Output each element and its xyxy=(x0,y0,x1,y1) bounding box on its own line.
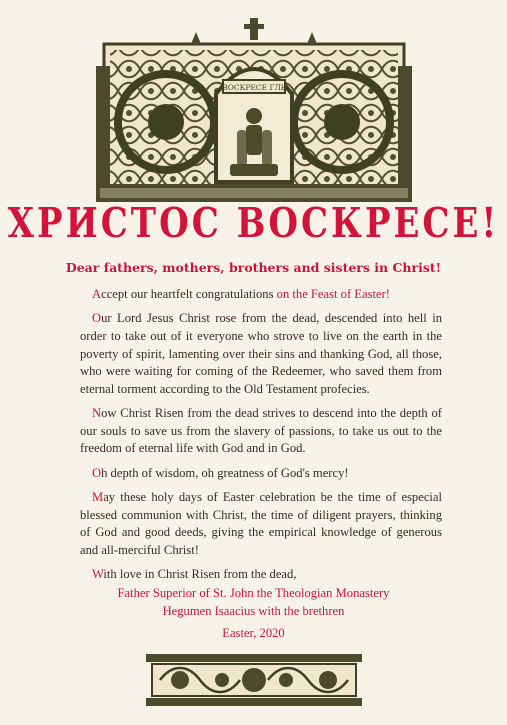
paragraph-text: ith love in Christ Risen from the dead, xyxy=(103,567,297,582)
paragraph-highlight: on the Feast of Easter! xyxy=(276,287,390,301)
paragraph xyxy=(80,405,442,458)
floral-ornament-bottom xyxy=(146,654,362,706)
paragraph-text: h depth of wisdom, oh greatness of God's mercy! xyxy=(101,465,349,480)
resurrection-ornament-top xyxy=(96,14,412,206)
paragraph xyxy=(80,566,442,584)
paragraph-text: ccept our heartfelt congratulations xyxy=(101,287,277,301)
greeting-title: ХРИСТОС ВОСКРЕСЕ! xyxy=(7,200,500,248)
paragraph xyxy=(80,310,442,398)
paragraph-text: ay these holy days of Easter celebration be the time of especial blessed communion with Christ, the time of diligent prayers, thinking of God and good deeds, giving the empirical knowledge of generous and all-merciful Christ! xyxy=(80,490,442,557)
drop-letter: W xyxy=(92,567,104,582)
signature-line-1: Father Superior of St. John the Theologian Monastery xyxy=(117,586,390,600)
salutation: Dear fathers, mothers, brothers and sisters in Christ! xyxy=(65,260,442,275)
signature-block xyxy=(0,585,507,643)
paragraph xyxy=(80,286,442,304)
signature-date: Easter, 2020 xyxy=(222,626,285,641)
drop-letter: M xyxy=(92,490,104,505)
drop-letter: O xyxy=(92,311,102,326)
paragraph xyxy=(80,489,442,559)
signature-line-2: Hegumen Isaacius with the brethren xyxy=(162,603,345,618)
letter-body xyxy=(80,286,442,591)
paragraph xyxy=(80,465,442,483)
drop-letter: O xyxy=(92,465,102,480)
paragraph-text: ur Lord Jesus Christ rose from the dead, descended into hell in order to take out of it everyone who strove to live on the earth in the poverty of spirit, lamenting over their sins and thanking God, all those, who were waiting for coming of the Redeemer, who saved them from eternal torment according to the Old Testament profecies. xyxy=(80,311,442,396)
drop-letter: A xyxy=(92,287,102,301)
paragraph-text: ow Christ Risen from the dead strives to descend into the depth of our souls to save us from the slavery of passions, to take us out to the freedom of eternal life with God and in God. xyxy=(80,406,442,456)
drop-letter: N xyxy=(92,406,102,421)
banner-text: ВОСКРЕСЕ ГЛЬ xyxy=(222,83,286,92)
